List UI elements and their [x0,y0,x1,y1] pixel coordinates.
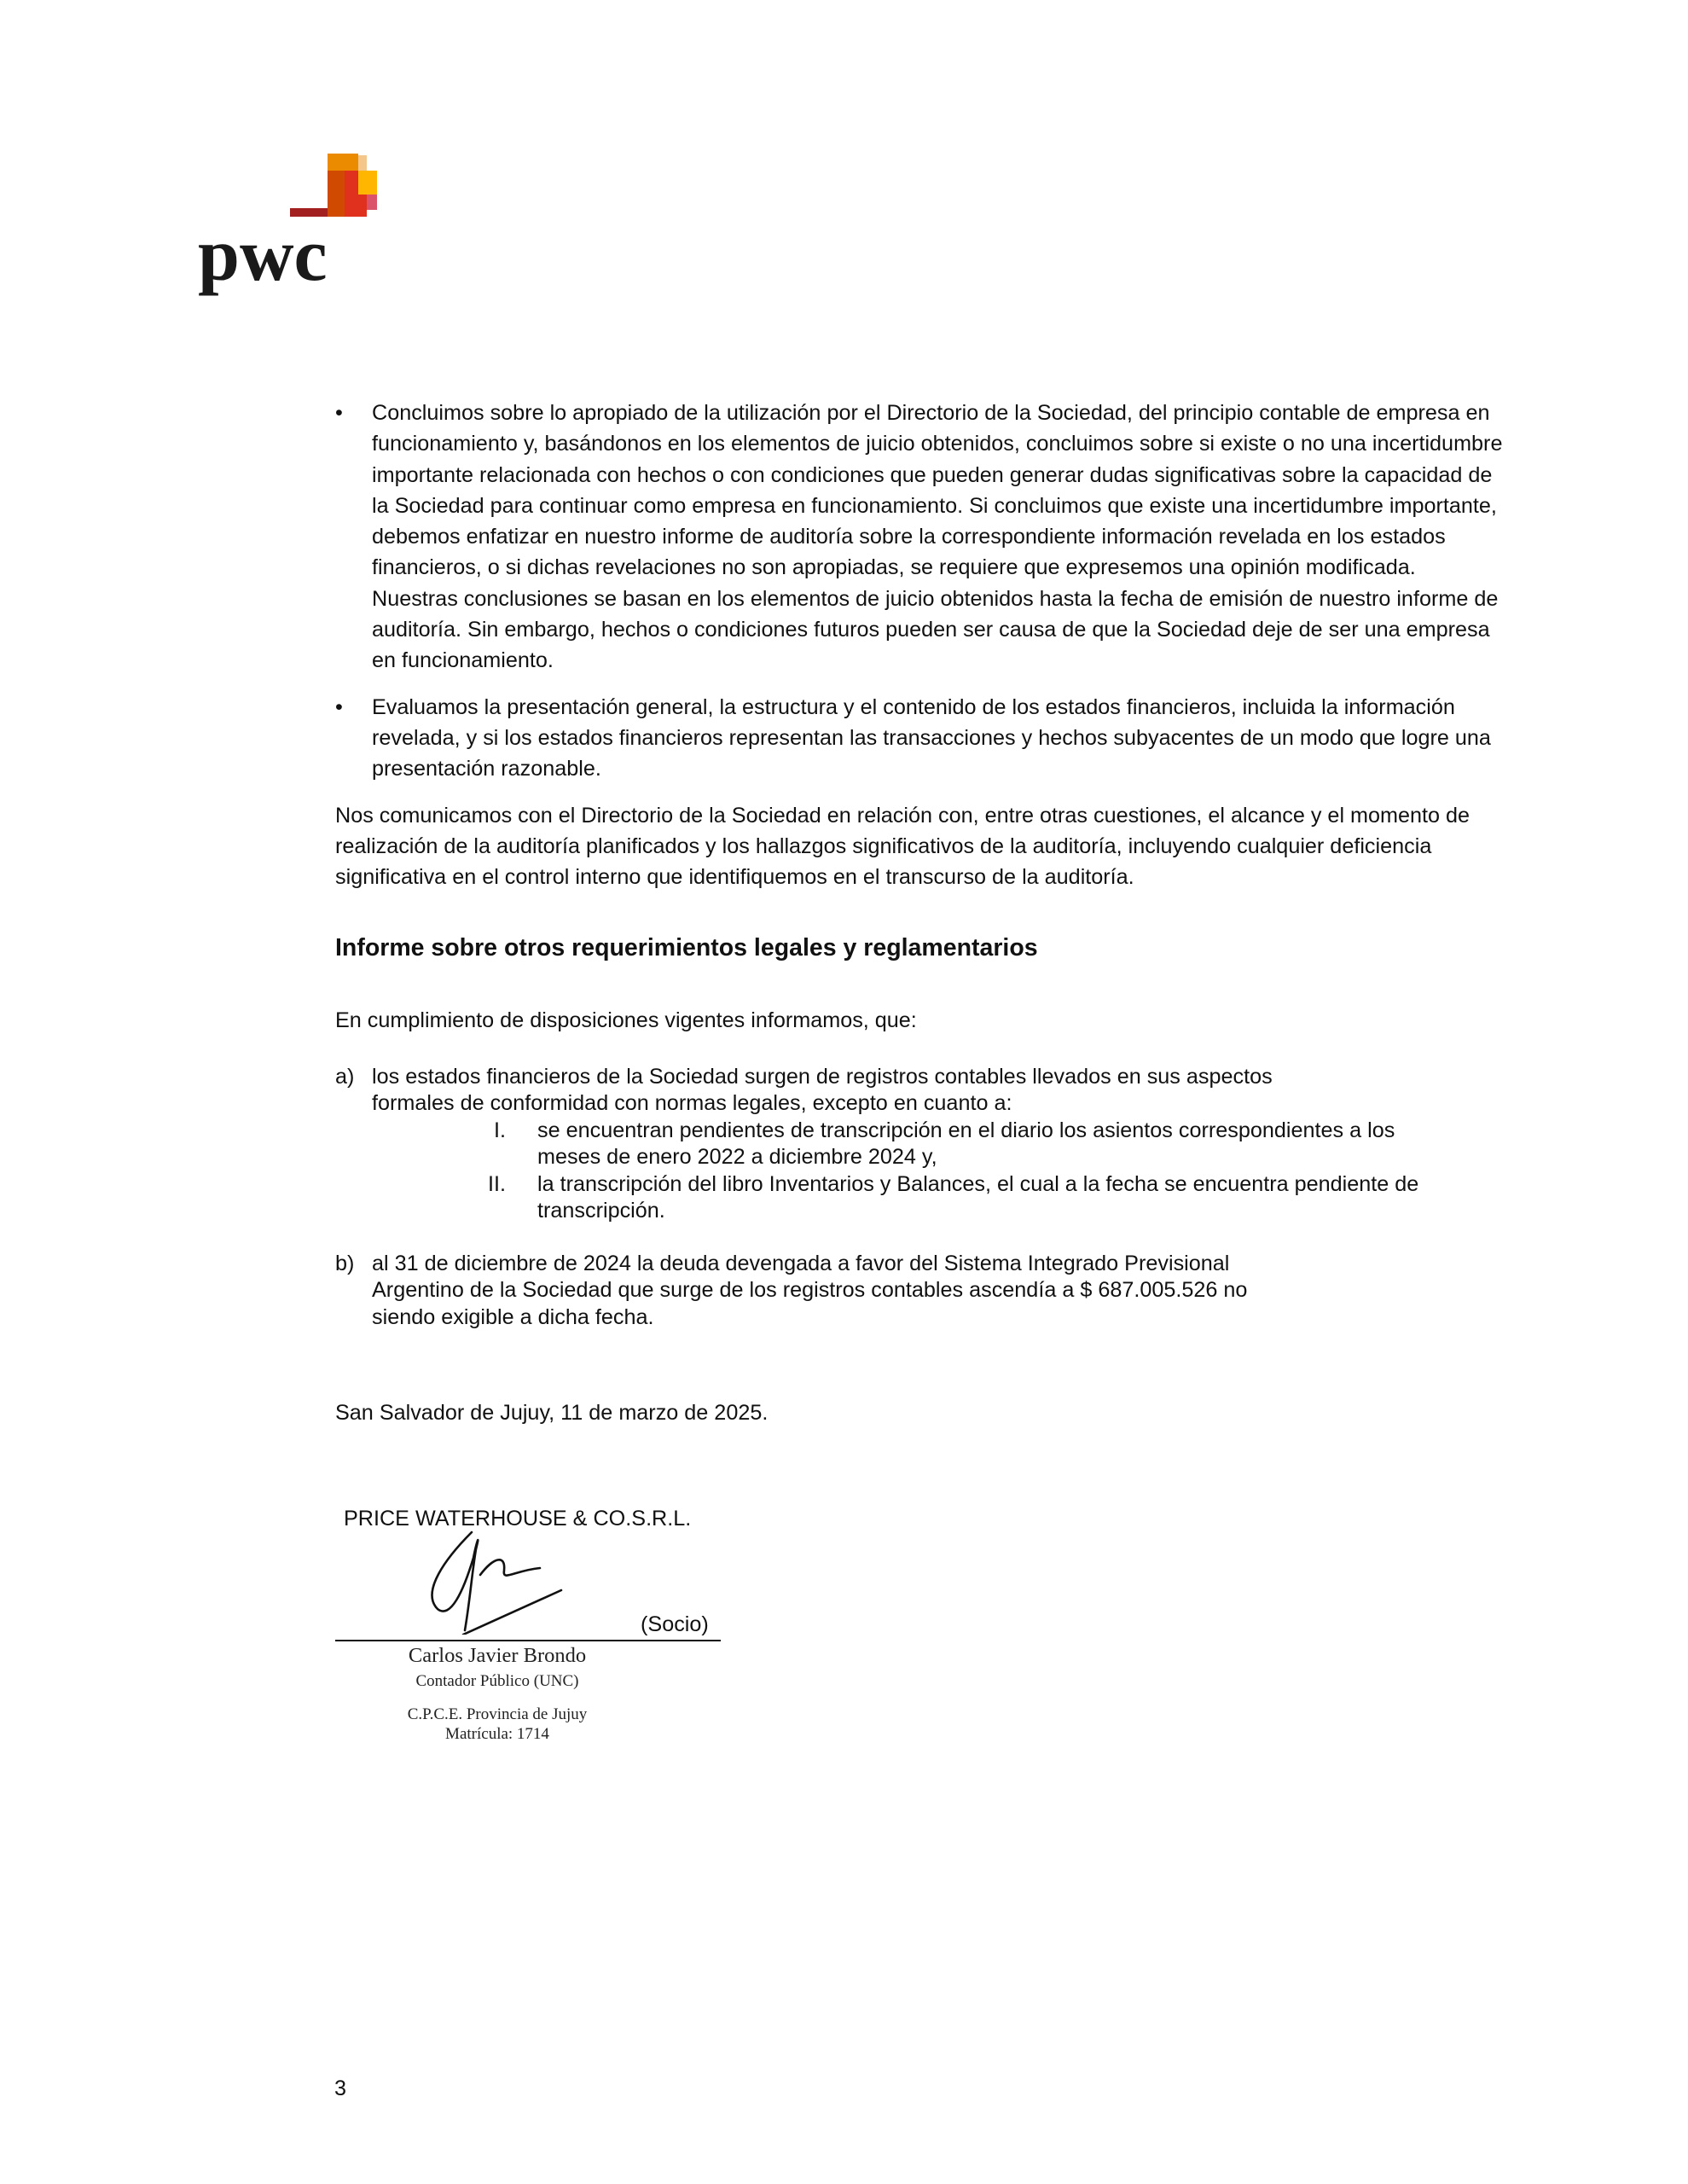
signer-role: (Socio) [641,1612,709,1636]
subitem-2 [335,1171,1504,1225]
signer-title: Contador Público (UNC) [415,1672,579,1690]
page-number: 3 [334,2077,347,2100]
item-marker: b) [335,1251,355,1275]
item-a [335,1064,1504,1118]
subitem-line: transcripción. [537,1199,665,1223]
bullet-text: Evaluamos la presentación general, la estructura y el contenido de los estados financieros, incluida la información revelada, y si los estados financieros representan las transacciones y hechos subyacentes de un modo que logre una presentación razonable. [372,694,1491,781]
bullet-text: Concluimos sobre lo apropiado de la utilización por el Directorio de la Sociedad, del principio contable de empresa en funcionamiento y, basándonos en los elementos de juicio obtenidos, concluimos sobre si existe o no una incertidumbre importante relacionada con hechos o con condiciones que pueden generar dudas significativas sobre la capacidad de la Sociedad para continuar como empresa en funcionamiento. Si concluimos que existe una incertidumbre importante, debemos enfatizar en nuestro informe de auditoría sobre la correspondiente información revelada en los estados financieros, o si dichas revelaciones no son apropiadas, se requiere que expresemos una opinión modificada. Nuestras conclusiones se basan en los elementos de juicio obtenidos hasta la fecha de emisión de nuestro informe de auditoría. Sin embargo, hechos o condiciones futuros pueden ser causa de que la Sociedad deje de ser una empresa en funcionamiento. [372,401,1503,673]
communication-paragraph: Nos comunicamos con el Directorio de la Sociedad en relación con, entre otras cuestiones, el alcance y el momento de realización de la auditoría planificados y los hallazgos significativos de la auditoría, incluyendo cualquier deficiencia significativa en el control interno que identifiquemos en el transcurso de la auditoría. [335,803,1470,890]
pwc-logo [198,145,403,316]
signer-stamp [386,1643,608,1744]
signature-line [335,1640,721,1641]
pwc-wordmark: pwc [198,214,328,297]
intro-text: En cumplimiento de disposiciones vigentes informamos, que: [335,1008,917,1033]
signature-block [335,1507,728,1763]
pwc-logo-icon [198,145,403,316]
bullet-icon: • [335,401,343,425]
item-line: los estados financieros de la Sociedad surgen de registros contables llevados en sus aspectos [372,1064,1273,1089]
signer-council: C.P.C.E. Provincia de Jujuy [407,1705,588,1723]
section-heading: Informe sobre otros requerimientos legales y reglamentarios [335,934,1038,962]
place-date: San Salvador de Jujuy, 11 de marzo de 2025. [335,1401,769,1426]
subitem-1 [335,1118,1504,1171]
item-marker: a) [335,1064,355,1089]
subitem-line: la transcripción del libro Inventarios y Balances, el cual a la fecha se encuentra pendiente de [537,1171,1419,1196]
subitem-number: I. [494,1118,506,1142]
item-line: siendo exigible a dicha fecha. [372,1304,654,1329]
handwritten-signature [412,1524,591,1635]
bullet-list [335,398,1504,785]
firm-name: PRICE WATERHOUSE & CO.S.R.L. [344,1507,692,1531]
item-line: formales de conformidad con normas legales, excepto en cuanto a: [372,1091,1012,1116]
signer-registration: Matrícula: 1714 [445,1725,549,1743]
document-body [335,398,1504,1429]
item-b [335,1251,1504,1332]
subitem-line: meses de enero 2022 a diciembre 2024 y, [537,1145,937,1170]
item-line: al 31 de diciembre de 2024 la deuda devengada a favor del Sistema Integrado Previsional [372,1251,1230,1275]
subitem-line: se encuentran pendientes de transcripción en el diario los asientos correspondientes a los [537,1118,1395,1142]
item-line: Argentino de la Sociedad que surge de los registros contables ascendía a $ 687.005.526 no [372,1278,1248,1303]
list-item [335,398,1504,677]
bullet-icon: • [335,694,343,719]
list-item [335,692,1504,785]
signer-name: Carlos Javier Brondo [408,1644,587,1667]
subitem-number: II. [488,1171,506,1196]
